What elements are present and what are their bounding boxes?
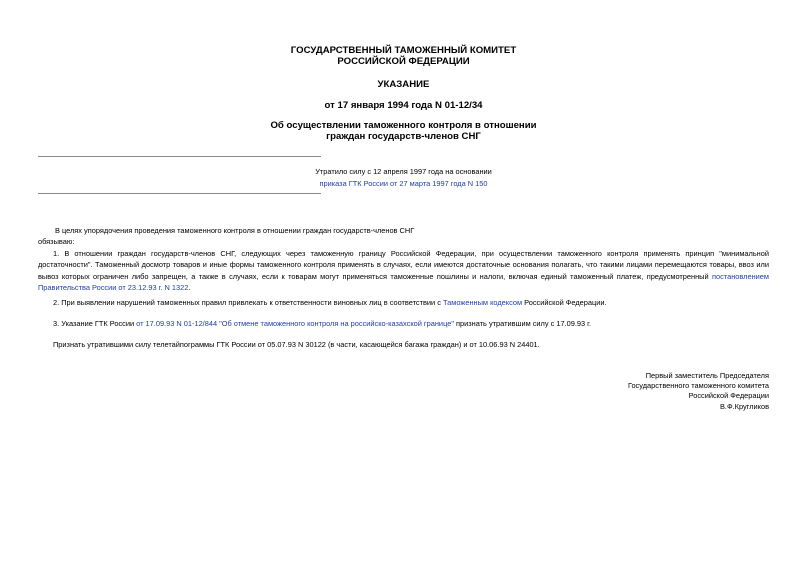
obligate-text: обязываю: [38,237,75,246]
repealed-order-link[interactable]: от 17.09.93 N 01-12/844 "Об отмене таможенного контроля на российско-казахской границе" [136,319,454,328]
doc-title-line2: граждан государств-членов СНГ [326,131,481,142]
paragraph-1 [38,248,769,294]
paragraph-1-text: 1. В отношении граждан государств-членов СНГ, следующих через таможенную границу Российской Федерации, при осуществлении таможенного контроля применять принцип "минимальной достаточности". Таможенный досмотр товаров и иные формы таможенного контроля применять в случаях, если имеются достаточные основания полагать, что такими лицами перемещаются товары, ввоз или вывоз которых ограничен либо запрещен, а также в случаях, если к товарам могут применяться таможенные пошлины и налоги, включая единый таможенный платеж, предусмотренный [38,249,769,281]
signature-name: В.Ф.Кругликов [719,401,769,411]
paragraph-4: Признать утратившими силу телетайпограммы ГТК России от 05.07.93 N 30122 (в части, касающейся багажа граждан) и от 10.06.93 N 24401. [53,340,540,349]
divider-bottom [38,193,321,194]
signature-org: Государственного таможенного комитета [627,381,769,391]
paragraph-1-end: . [188,283,191,293]
doc-type: УКАЗАНИЕ [377,79,430,90]
doc-title-line1: Об осуществлении таможенного контроля в отношении [270,120,537,131]
signature-position: Первый заместитель Председателя [645,371,769,380]
paragraph-3-end: признать утратившим силу с 17.09.93 г. [453,319,592,328]
status-note [306,166,501,190]
status-note-text: Утратило силу с 12 апреля 1997 года на основании [315,167,492,176]
customs-code-link[interactable]: Таможенным кодексом [443,298,523,307]
government-decree-link[interactable]: постановлением Правительства России от 23.12.93 г. N 1322 [38,271,769,293]
signature-country: Российской Федерации [688,391,769,401]
paragraph-3-text: 3. Указание ГТК России [53,319,137,328]
paragraph-2 [38,297,769,308]
paragraph-3 [38,318,769,329]
org-name-line2: РОССИЙСКОЙ ФЕДЕРАЦИИ [337,56,470,67]
doc-date-number: от 17 января 1994 года N 01-12/34 [324,100,483,111]
signature-block [529,371,769,412]
paragraph-2-end: Российской Федерации. [522,298,607,307]
divider-top [38,156,321,157]
org-name-line1: ГОСУДАРСТВЕННЫЙ ТАМОЖЕННЫЙ КОМИТЕТ [290,45,517,56]
status-note-link[interactable]: приказа ГТК России от 27 марта 1997 года N 150 [319,179,488,188]
intro-text: В целях упорядочения проведения таможенного контроля в отношении граждан государств-членов СНГ [55,226,415,235]
paragraph-2-text: 2. При выявлении нарушений таможенных правил привлекать к ответственности виновных лиц в соответствии с [53,298,443,307]
